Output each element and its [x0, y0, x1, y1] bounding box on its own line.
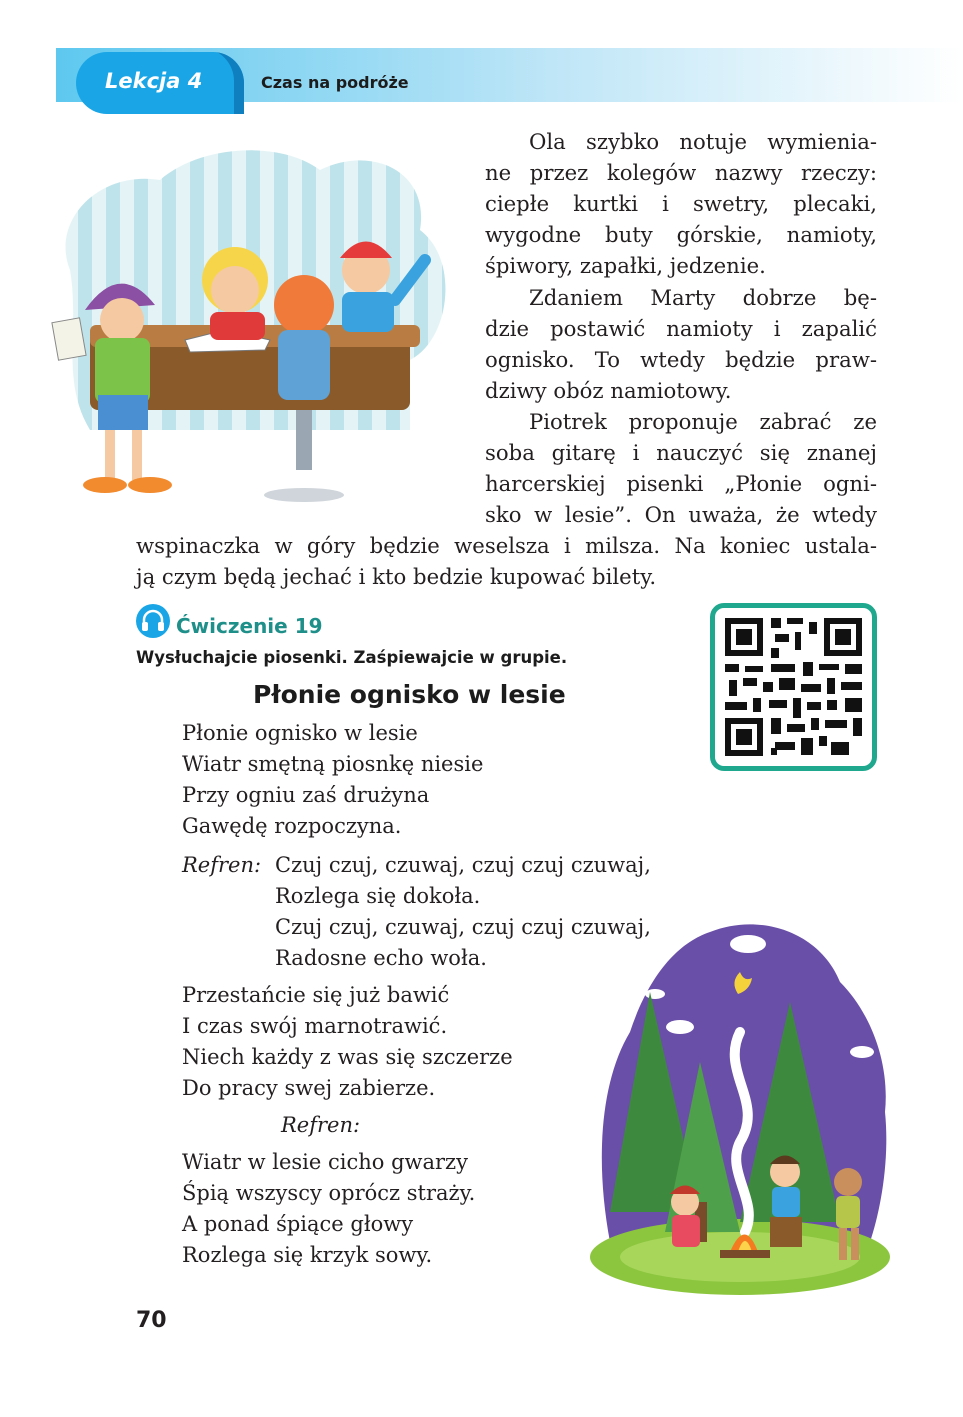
song-verse-3: Wiatr w lesie cicho gwarzy Śpią wszyscy oprócz straży. A ponad śpiące głowy Rozlega się krzyk sowy. [182, 1150, 476, 1267]
exercise-instruction: Wysłuchajcie piosenki. Zaśpiewajcie w grupie. [136, 648, 568, 667]
song-refrain-label: Refren: [182, 853, 262, 877]
qr-code[interactable] [710, 603, 877, 771]
lesson-topic: Czas na podróże [261, 73, 409, 92]
exercise-title: Ćwiczenie 19 [176, 614, 323, 638]
qr-code-icon [715, 608, 872, 766]
page-number: 70 [136, 1308, 167, 1333]
story-paragraph-3-continued: wspinaczka w góry będzie weselsza i milsza. Na koniec ustala- ją czym będą jechać i kto bedzie kupować bilety. [136, 533, 877, 589]
story-paragraph-2: Zdaniem Marty dobrze bę- dzie postawić namioty i zapalić ognisko. To wtedy będzie praw- dziwy obóz namiotowy. [485, 285, 877, 403]
song-refrain: Czuj czuj, czuwaj, czuj czuj czuwaj, Rozlega się dokoła. Czuj czuj, czuwaj, czuj czuj czuwaj, Radosne echo woła. [275, 853, 651, 970]
campfire-illustration [590, 912, 895, 1297]
headphones-icon [136, 604, 170, 638]
classroom-illustration [50, 140, 470, 510]
story-paragraph-1: Ola szybko notuje wymienia- ne przez kolegów nazwy rzeczy: ciepłe kurtki i swetry, plecaki, wygodne buty górskie, namioty, śpiwory, zapałki, jedzenie. [485, 129, 877, 278]
story-paragraph-3: Piotrek proponuje zabrać ze soba gitarę i nauczyć się znanej harcerskiej pisenki „Płonie ogni- sko w lesie”. On uważa, że wtedy [485, 409, 877, 527]
lesson-label: Lekcja 4 [105, 69, 203, 93]
song-verse-2: Przestańcie się już bawić I czas swój marnotrawić. Niech każdy z was się szczerze Do pracy swej zabierze. [182, 983, 513, 1100]
song-title: Płonie ognisko w lesie [253, 680, 566, 709]
song-verse-1: Płonie ognisko w lesie Wiatr smętną piosnkę niesie Przy ogniu zaś drużyna Gawędę rozpoczyna. [182, 721, 484, 838]
song-refrain-label-2: Refren: [281, 1113, 361, 1137]
